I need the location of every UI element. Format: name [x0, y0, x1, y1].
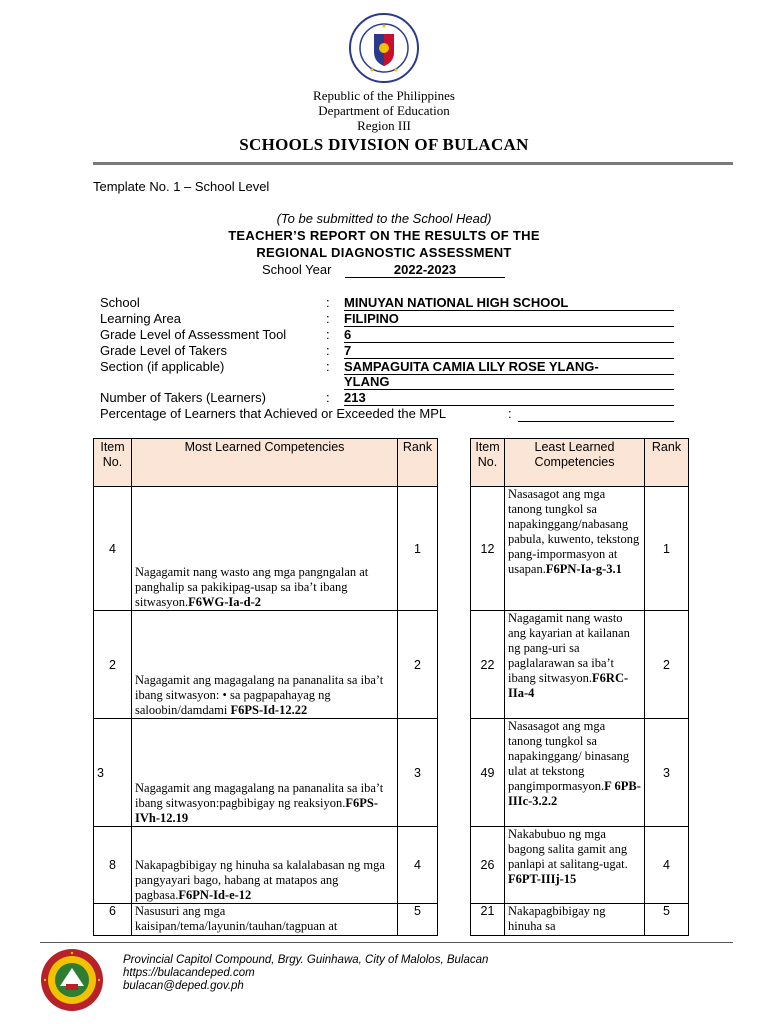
template-label: Template No. 1 – School Level — [93, 179, 270, 194]
school-label: School — [100, 295, 140, 310]
most-comp-2-code: F6PS-Id-12.22 — [230, 703, 308, 717]
learning-area-label: Learning Area — [100, 311, 181, 326]
most-learned-table — [93, 438, 438, 936]
most-comp-5-text: Nasusuri ang mga kaisipan/tema/layunin/tauhan/tagpuan at — [135, 904, 338, 933]
learning-area-colon: : — [326, 311, 330, 326]
section-label: Section (if applicable) — [100, 359, 225, 374]
grade-tool-value: 6 — [344, 327, 674, 343]
most-comp-5 — [132, 904, 398, 936]
least-item-2: 22 — [471, 611, 505, 719]
least-comp-3 — [505, 719, 645, 827]
sdo-bulacan-logo-icon — [40, 948, 104, 1012]
header-republic: Republic of the Philippines — [313, 88, 455, 103]
table-row — [471, 611, 689, 719]
most-item-1: 4 — [94, 487, 132, 611]
least-comp-4 — [505, 827, 645, 904]
most-comp-2-text: Nagagamit ang magagalang na pananalita sa iba’t ibang sitwasyon: • sa pagpapahayag ng saloobin/damdami — [135, 673, 384, 717]
least-rank-header: Rank — [645, 439, 689, 487]
learning-area-value: FILIPINO — [344, 311, 674, 327]
header-department: Department of Education — [318, 103, 450, 118]
grade-tool-colon: : — [326, 327, 330, 342]
grade-takers-value: 7 — [344, 343, 674, 359]
least-item-5: 21 — [471, 904, 505, 936]
table-row — [471, 487, 689, 611]
most-item-3: 3 — [94, 719, 132, 827]
takers-label: Number of Takers (Learners) — [100, 390, 266, 405]
most-comp-4-text: Nakapagbibigay ng hinuha sa kalalabasan ng mga pangyayari bago, habang at matapos ang pagbasa. — [135, 858, 385, 902]
header-divider — [93, 162, 733, 165]
takers-value: 213 — [344, 390, 674, 406]
most-rank-5: 5 — [398, 904, 438, 936]
least-comp-5 — [505, 904, 645, 936]
most-comp-1-code: F6WG-Ia-d-2 — [188, 595, 262, 609]
least-item-4: 26 — [471, 827, 505, 904]
table-row — [94, 904, 438, 936]
least-comp-header: Least Learned Competencies — [505, 439, 645, 487]
most-comp-1-text: Nagagamit nang wasto ang mga pangngalan at panghalip sa pakikipag-usap sa iba’t ibang sitwasyon. — [135, 565, 369, 609]
table-row — [471, 904, 689, 936]
report-note: (To be submitted to the School Head) — [276, 211, 492, 226]
report-title-line1: TEACHER’S REPORT ON THE RESULTS OF THE — [228, 228, 540, 243]
grade-takers-label: Grade Level of Takers — [100, 343, 227, 358]
most-comp-1 — [132, 487, 398, 611]
table-row — [94, 487, 438, 611]
report-title-line2: REGIONAL DIAGNOSTIC ASSESSMENT — [256, 245, 512, 260]
table-row — [471, 719, 689, 827]
most-item-2: 2 — [94, 611, 132, 719]
least-comp-4-code: F6PT-IIIj-15 — [508, 872, 577, 886]
table-row — [471, 827, 689, 904]
most-item-header: Item No. — [94, 439, 132, 487]
least-rank-1: 1 — [645, 487, 689, 611]
table-row — [94, 611, 438, 719]
mpl-value — [518, 406, 674, 422]
most-comp-4-code: F6PN-Id-e-12 — [178, 888, 252, 902]
least-comp-1-text: Nasasagot ang mga tanong tungkol sa napakinggang/nabasang pabula, kuwento, tekstong pang-impormasyon at usapan. — [508, 487, 640, 576]
least-comp-2-code: F6RC-IIa-4 — [508, 671, 629, 700]
school-year-value: 2022-2023 — [345, 262, 505, 278]
least-item-header: Item No. — [471, 439, 505, 487]
least-rank-3: 3 — [645, 719, 689, 827]
least-learned-table — [470, 438, 689, 936]
least-comp-2 — [505, 611, 645, 719]
least-rank-4: 4 — [645, 827, 689, 904]
section-value-line1: SAMPAGUITA CAMIA LILY ROSE YLANG- — [344, 359, 674, 375]
header-region: Region III — [357, 118, 411, 133]
section-value-line2: YLANG — [344, 374, 674, 390]
mpl-colon: : — [508, 406, 512, 421]
mpl-label: Percentage of Learners that Achieved or Exceeded the MPL — [100, 406, 447, 421]
most-comp-4 — [132, 827, 398, 904]
least-comp-1-code: F6PN-Ia-g-3.1 — [545, 562, 622, 576]
footer-divider — [40, 942, 733, 943]
grade-tool-label: Grade Level of Assessment Tool — [100, 327, 287, 342]
footer-email[interactable]: bulacan@deped.gov.ph — [123, 980, 244, 992]
least-comp-2-text: Nagagamit nang wasto ang kayarian at kailanan ng pang-uri sa paglalarawan sa iba’t ibang sitwasyon. — [508, 611, 630, 685]
least-comp-3-text: Nasasagot ang mga tanong tungkol sa napakinggang/ binasang ulat at tekstong pangimpormasyon. — [508, 719, 630, 793]
most-item-4: 8 — [94, 827, 132, 904]
least-comp-5-text: Nakapagbibigay ng hinuha sa — [508, 904, 606, 933]
footer-address: Provincial Capitol Compound, Brgy. Guinhawa, City of Malolos, Bulacan — [123, 954, 489, 966]
school-year-label: School Year — [262, 262, 332, 277]
most-rank-3: 3 — [398, 719, 438, 827]
most-rank-2: 2 — [398, 611, 438, 719]
least-item-1: 12 — [471, 487, 505, 611]
grade-takers-colon: : — [326, 343, 330, 358]
school-value: MINUYAN NATIONAL HIGH SCHOOL — [344, 295, 674, 311]
most-rank-header: Rank — [398, 439, 438, 487]
header-division: SCHOOLS DIVISION OF BULACAN — [239, 135, 529, 154]
most-rank-4: 4 — [398, 827, 438, 904]
least-rank-2: 2 — [645, 611, 689, 719]
least-comp-1 — [505, 487, 645, 611]
school-colon: : — [326, 295, 330, 310]
most-item-5: 6 — [94, 904, 132, 936]
section-colon: : — [326, 359, 330, 374]
footer-website[interactable]: https://bulacandeped.com — [123, 967, 255, 979]
deped-seal-icon — [348, 12, 420, 84]
most-rank-1: 1 — [398, 487, 438, 611]
most-comp-3-text: Nagagamit ang magagalang na pananalita sa iba’t ibang sitwasyon:pagbibigay ng reaksiyon. — [135, 781, 384, 810]
least-rank-5: 5 — [645, 904, 689, 936]
most-comp-2 — [132, 611, 398, 719]
least-item-3: 49 — [471, 719, 505, 827]
most-comp-3-code: F6PS-IVh-12.19 — [135, 796, 379, 825]
table-row — [94, 719, 438, 827]
takers-colon: : — [326, 390, 330, 405]
table-row — [94, 827, 438, 904]
least-comp-4-text: Nakabubuo ng mga bagong salita gamit ang panlapi at salitang-ugat. — [508, 827, 628, 871]
least-comp-3-code: F 6PB-IIIc-3.2.2 — [508, 779, 641, 808]
most-comp-3 — [132, 719, 398, 827]
most-comp-header: Most Learned Competencies — [132, 439, 398, 487]
